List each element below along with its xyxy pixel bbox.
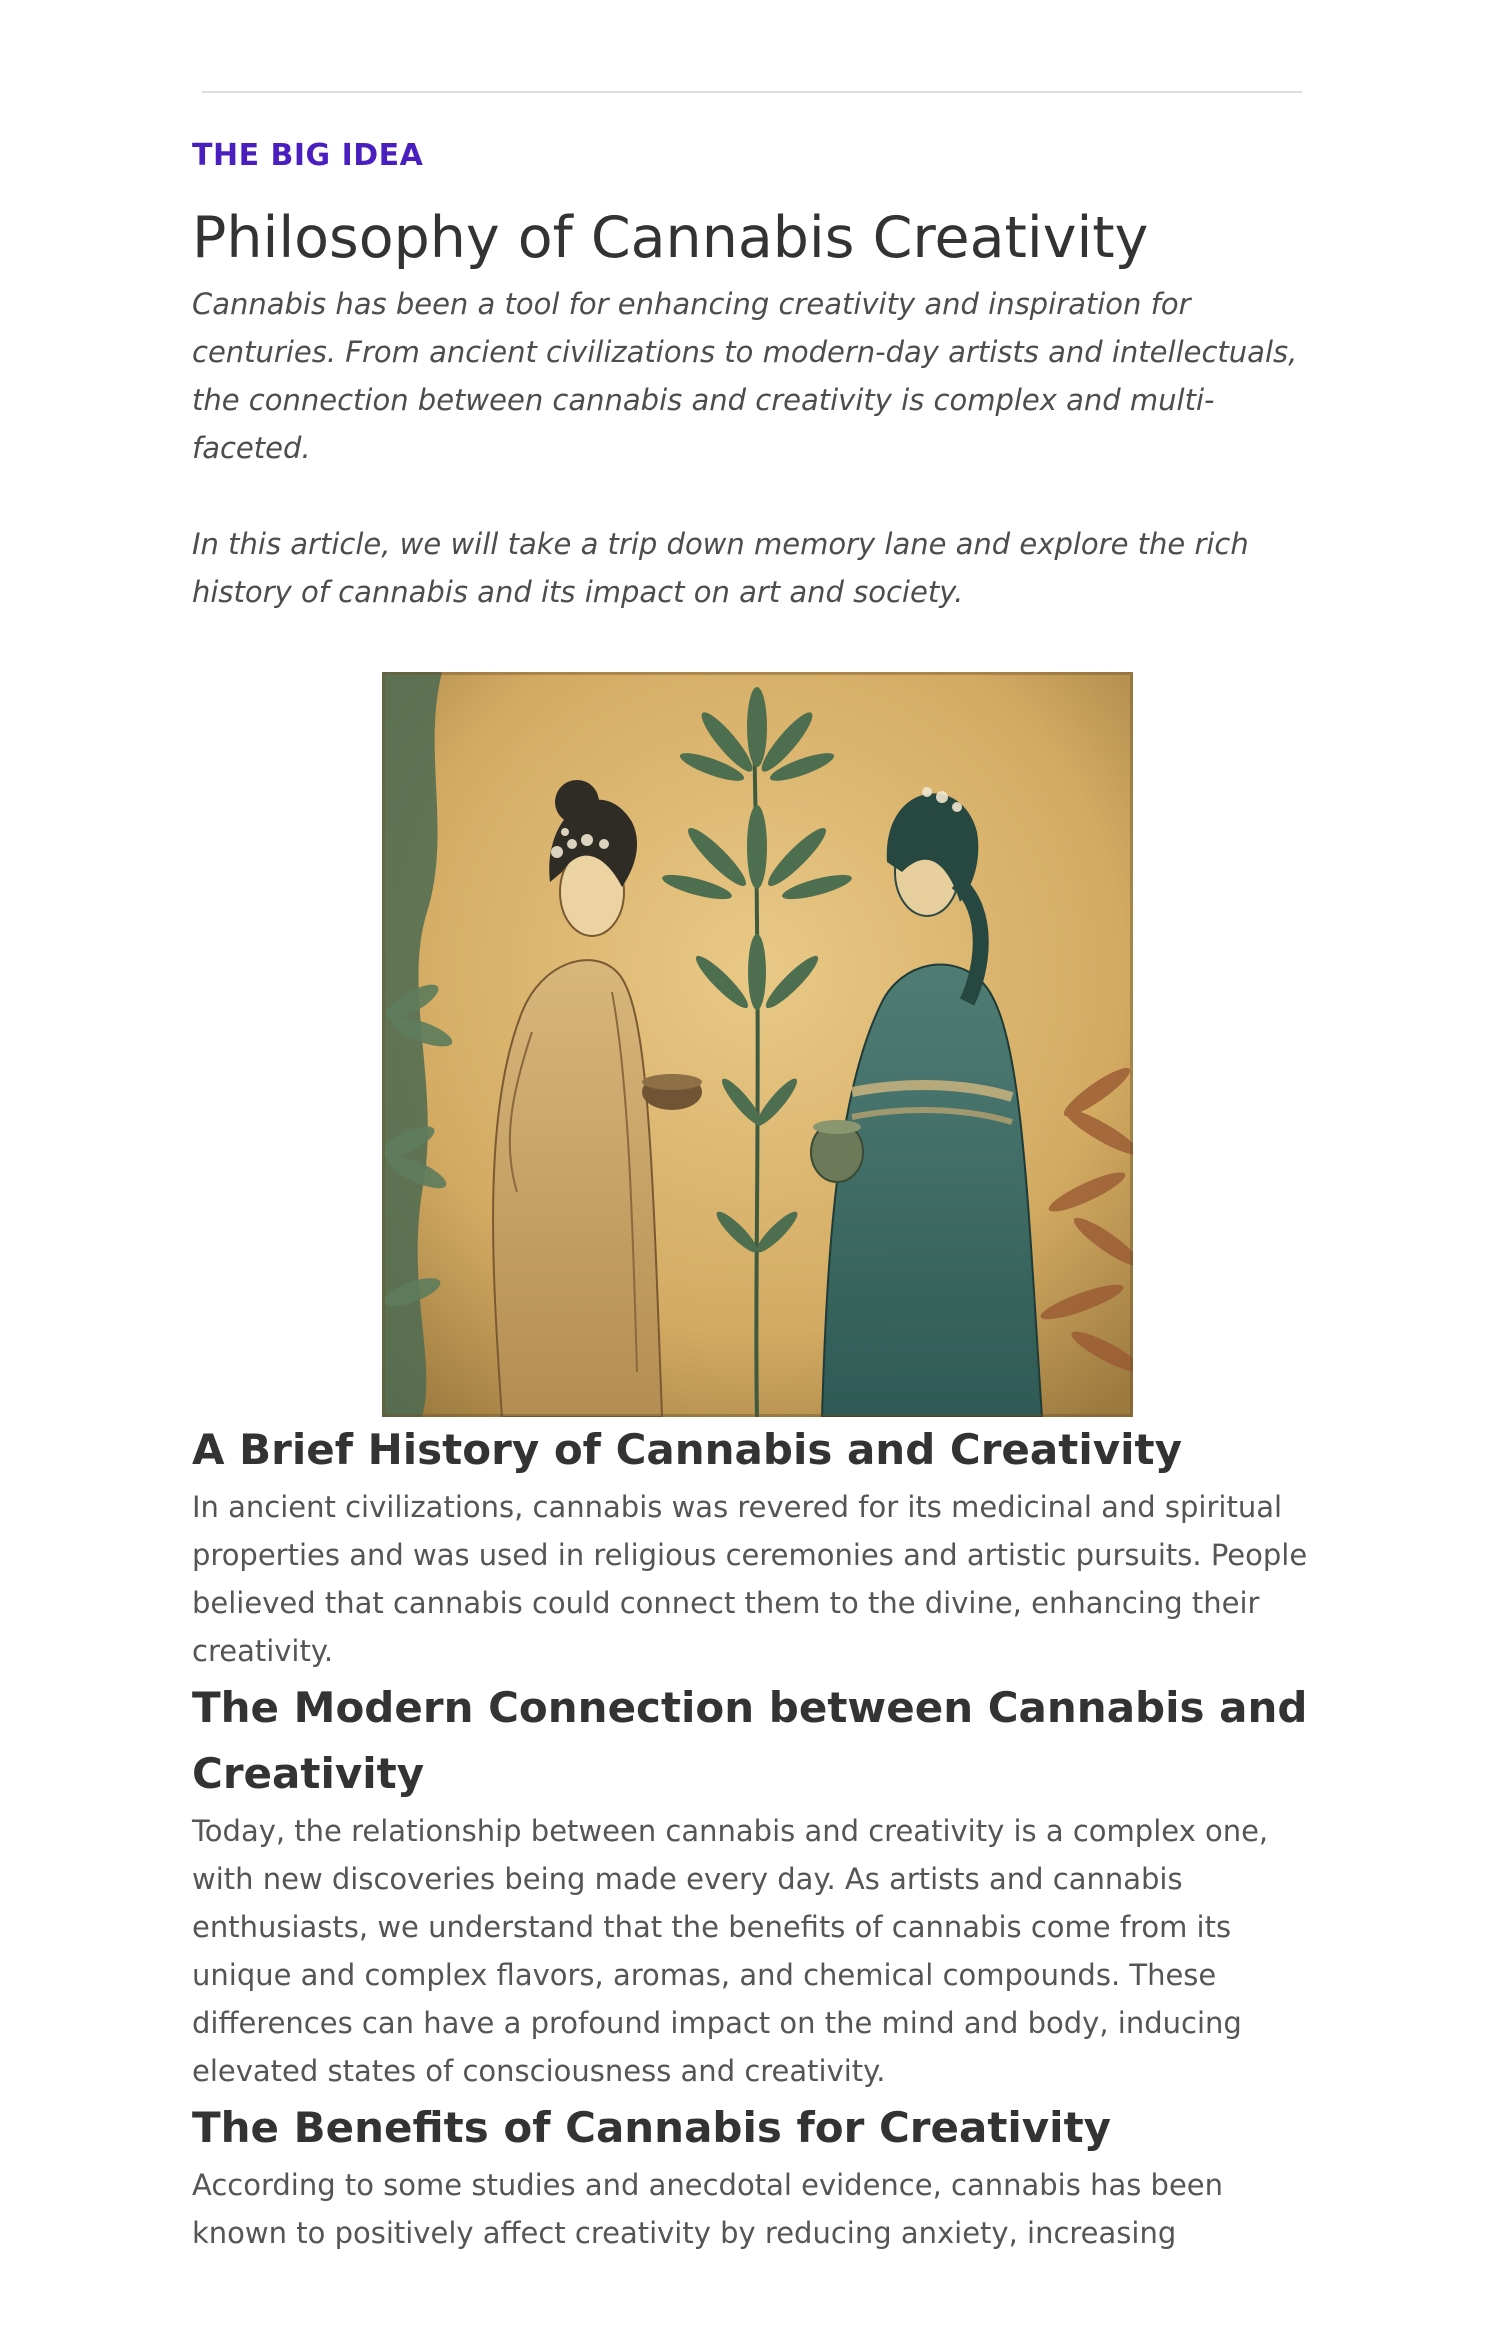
hero-illustration — [382, 672, 1133, 1417]
section-heading: The Benefits of Cannabis for Creativity — [192, 2103, 1112, 2152]
article-eyebrow: THE BIG IDEA — [192, 138, 424, 173]
section-body: According to some studies and anecdotal evidence, cannabis has been known to positively affect creativity by reducing anxiety, increasing — [192, 2168, 1224, 2250]
top-divider — [202, 91, 1302, 93]
section-heading: The Modern Connection between Cannabis and Creativity — [192, 1683, 1308, 1798]
intro-paragraph: In this article, we will take a trip down memory lane and explore the rich history of cannabis and its impact on art and society. — [192, 527, 1249, 609]
intro-paragraph: Cannabis has been a tool for enhancing creativity and inspiration for centuries. From ancient civilizations to modern-day artists and intellectuals, the connection between cannabis and creativity is complex and multi-faceted. — [192, 287, 1298, 465]
section-body: Today, the relationship between cannabis and creativity is a complex one, with new discoveries being made every day. As artists and cannabis enthusiasts, we understand that the benefits of cannabis come from its unique and complex flavors, aromas, and chemical compounds. These differences can have a profound impact on the mind and body, inducing elevated states of consciousness and creativity. — [192, 1814, 1269, 2088]
article — [192, 130, 1322, 2257]
hero-image-container — [192, 672, 1322, 1417]
section-body: In ancient civilizations, cannabis was revered for its medicinal and spiritual properties and was used in religious ceremonies and artistic pursuits. People believed that cannabis could connect them to the divine, enhancing their creativity. — [192, 1490, 1308, 1668]
section-heading: A Brief History of Cannabis and Creativity — [192, 1425, 1182, 1474]
article-title: Philosophy of Cannabis Creativity — [192, 205, 1149, 271]
